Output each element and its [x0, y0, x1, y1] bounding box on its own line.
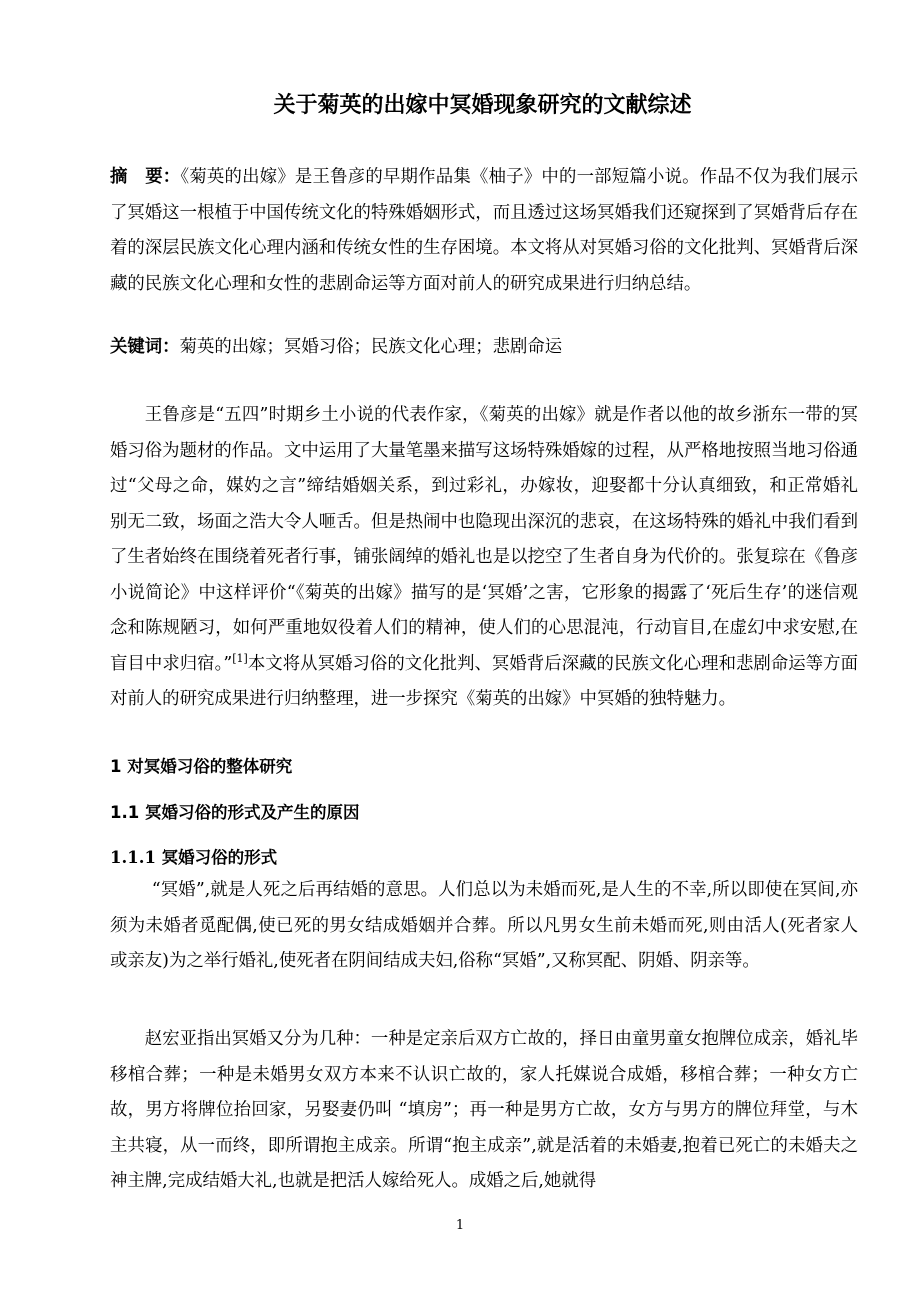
citation-ref: [1]	[232, 651, 248, 665]
intro-text-after-ref: 本文将从冥婚习俗的文化批判、冥婚背后深藏的民族文化心理和悲剧命运等方面对前人的研究成果进行归纳整理，进一步探究《菊英的出嫁》中冥婚的独特魅力。	[110, 653, 858, 709]
abstract-label: 摘 要：	[110, 167, 181, 187]
intro-text-before-ref: 王鲁彦是“五四”时期乡土小说的代表作家，《菊英的出嫁》就是作者以他的故乡浙东一带的冥婚习俗为题材的作品。文中运用了大量笔墨来描写这场特殊婚嫁的过程，从严格地按照当地习俗通过“父母之命，媒妁之言”缔结婚姻关系，到过彩礼，办嫁妆，迎娶都十分认真细致，和正常婚礼别无二致，场面之浩大令人咂舌。但是热闹中也隐现出深沉的悲哀，在这场特殊的婚礼中我们看到了生者始终在围绕着死者行事，铺张阔绰的婚礼也是以挖空了生者自身为代价的。张复琮在《鲁彦小说简论》中这样评价“《菊英的出嫁》描写的是‘冥婚’之害，它形象的揭露了‘死后生存’的迷信观念和陈规陋习，如何严重地奴役着人们的精神，使人们的心思混沌，行动盲目,在虚幻中求安慰,在盲目中求归宿。”	[110, 405, 858, 674]
abstract-paragraph	[110, 160, 858, 302]
section-heading-1: 1 对冥婚习俗的整体研究	[110, 757, 293, 776]
abstract-text: 《菊英的出嫁》是王鲁彦的早期作品集《柚子》中的一部短篇小说。作品不仅为我们展示了冥婚这一根植于中国传统文化的特殊婚姻形式，而且透过这场冥婚我们还窥探到了冥婚背后存在着的深层民族文化心理内涵和传统女性的生存困境。本文将从对冥婚习俗的文化批判、冥婚背后深藏的民族文化心理和女性的悲剧命运等方面对前人的研究成果进行归纳总结。	[110, 167, 858, 294]
paper-title: 关于菊英的出嫁中冥婚现象研究的文献综述	[273, 93, 692, 118]
page-number: 1	[455, 1218, 465, 1233]
subsubsection-heading-1-1-1: 1.1.1 冥婚习俗的形式	[110, 848, 278, 867]
body-paragraph: 赵宏亚指出冥婚又分为几种：一种是定亲后双方亡故的，择日由童男童女抱牌位成亲，婚礼毕移棺合葬；一种是未婚男女双方本来不认识亡故的，家人托媒说合成婚，移棺合葬；一种女方亡故，男方将牌位抬回家，另娶妻仍叫 “填房”；再一种是男方亡故，女方与男方的牌位拜堂，与木主共寝，从一而终，即所谓抱主成亲。所谓“抱主成亲”,就是活着的未婚妻,抱着已死亡的未婚夫之神主牌,完成结婚大礼,也就是把活人嫁给死人。成婚之后,她就得	[110, 1029, 858, 1191]
subsection-heading-1-1: 1.1 冥婚习俗的形式及产生的原因	[110, 803, 360, 822]
keywords-text: 菊英的出嫁；冥婚习俗；民族文化心理；悲剧命运	[179, 337, 563, 357]
keywords-line	[110, 330, 858, 366]
intro-paragraph	[110, 398, 858, 718]
keywords-label: 关键词：	[110, 337, 180, 357]
body-paragraph: “冥婚”,就是人死之后再结婚的意思。人们总以为未婚而死,是人生的不幸,所以即使在冥间,亦须为未婚者觅配偶,使已死的男女结成婚姻并合葬。所以凡男女生前未婚而死,则由活人(死者家人或亲友)为之举行婚礼,使死者在阴间结成夫妇,俗称“冥婚”,又称冥配、阴婚、阴亲等。	[110, 880, 858, 971]
